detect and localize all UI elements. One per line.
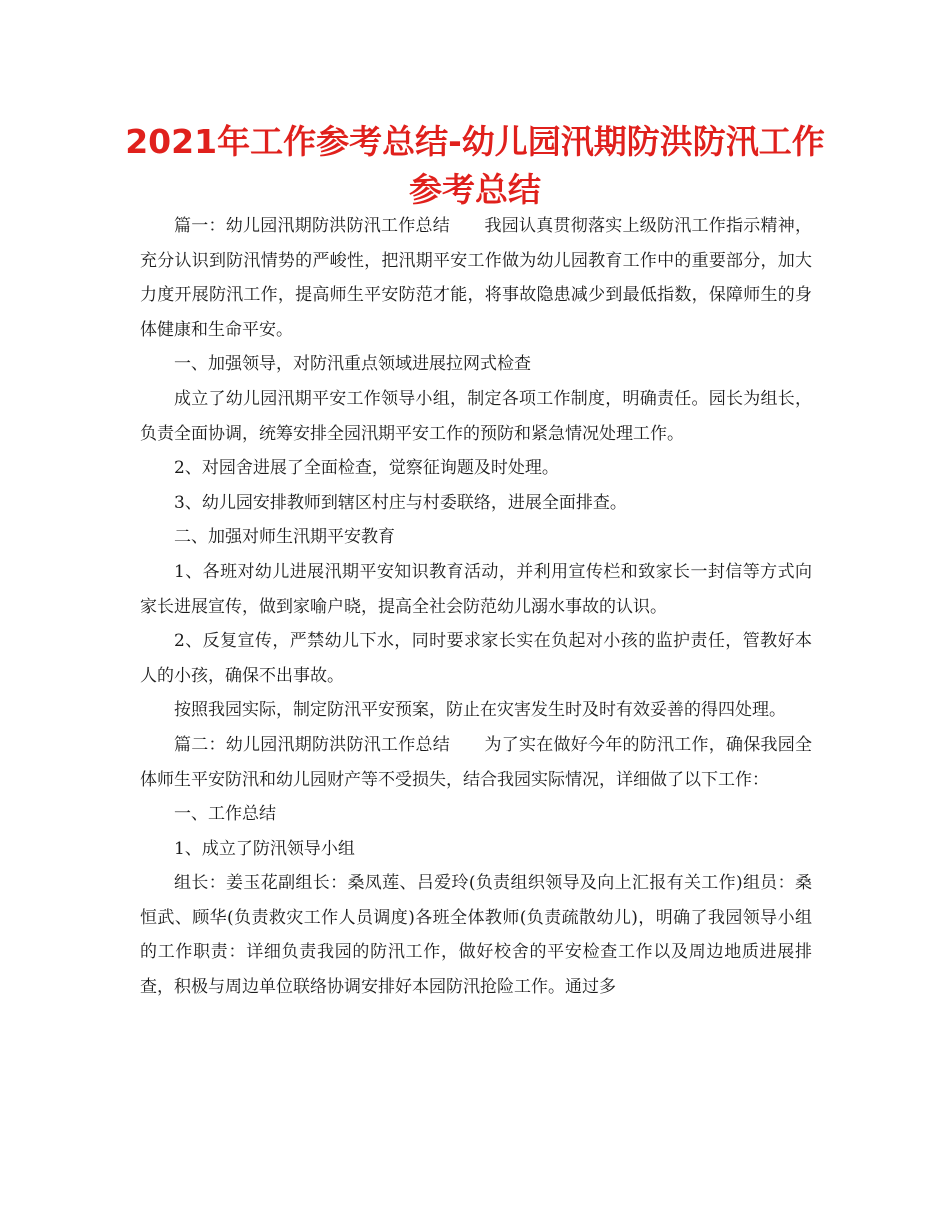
paragraph: 篇二：幼儿园汛期防洪防汛工作总结 为了实在做好今年的防汛工作，确保我园全体师生平安防汛和幼儿园财产等不受损失，结合我园实际情况，详细做了以下工作： xyxy=(140,734,812,790)
document-body xyxy=(140,209,812,1005)
paragraph: 3、幼儿园安排教师到辖区村庄与村委联络，进展全面排查。 xyxy=(174,492,627,513)
paragraph: 按照我园实际，制定防汛平安预案，防止在灾害发生时及时有效妥善的得四处理。 xyxy=(174,700,786,721)
title-line-1: 2021年工作参考总结-幼儿园汛期防洪防汛工作 xyxy=(125,122,825,161)
paragraph: 1、各班对幼儿进展汛期平安知识教育活动，并利用宣传栏和致家长一封信等方式向家长进展宣传，做到家喻户晓，提高全社会防范幼儿溺水事故的认识。 xyxy=(140,561,812,617)
title-line-2: 参考总结 xyxy=(409,170,541,209)
paragraph: 一、工作总结 xyxy=(174,804,276,825)
paragraph: 1、成立了防汛领导小组 xyxy=(174,838,355,859)
paragraph: 2、反复宣传，严禁幼儿下水，同时要求家长实在负起对小孩的监护责任，管教好本人的小孩，确保不出事故。 xyxy=(140,631,812,686)
paragraph: 2、对园舍进展了全面检查，觉察征询题及时处理。 xyxy=(174,458,559,479)
paragraph: 成立了幼儿园汛期平安工作领导小组，制定各项工作制度，明确责任。园长为组长，负责全面协调，统筹安排全园汛期平安工作的预防和紧急情况处理工作。 xyxy=(140,388,812,444)
paragraph: 一、加强领导，对防汛重点领域进展拉网式检查 xyxy=(174,354,531,375)
document-title xyxy=(120,118,830,214)
paragraph: 二、加强对师生汛期平安教育 xyxy=(174,527,395,548)
paragraph: 篇一：幼儿园汛期防洪防汛工作总结 我园认真贯彻落实上级防汛工作指示精神，充分认识到防汛情势的严峻性，把汛期平安工作做为幼儿园教育工作中的重要部分，加大力度开展防汛工作，提高师生平安防范才能，将事故隐患减少到最低指数，保障师生的身体健康和生命平安。 xyxy=(140,216,812,340)
paragraph: 组长：姜玉花副组长：桑凤莲、吕爱玲(负责组织领导及向上汇报有关工作)组员：桑恒武、顾华(负责救灾工作人员调度)各班全体教师(负责疏散幼儿)，明确了我园领导小组的工作职责：详细负责我园的防汛工作，做好校舍的平安检查工作以及周边地质进展排查，积极与周边单位联络协调安排好本园防汛抢险工作。通过多 xyxy=(140,873,812,998)
